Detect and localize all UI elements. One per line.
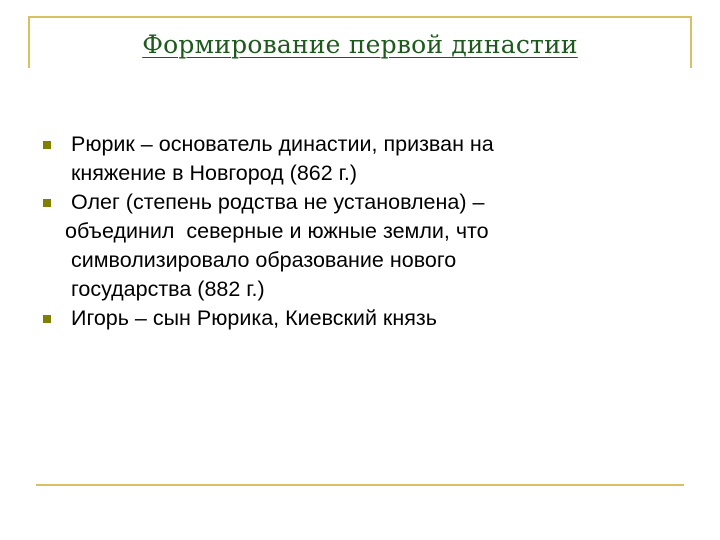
slide-title: Формирование первой династии [142, 30, 578, 59]
bullet-line: Рюрик – основатель династии, призван на [71, 132, 494, 156]
frame-bottom-line [36, 484, 684, 486]
bullet-line: княжение в Новгород (862 г.) [71, 161, 358, 185]
bullet-line: объединил северные и южные земли, что [65, 219, 489, 243]
bullet-line: Игорь – сын Рюрика, Киевский князь [71, 306, 437, 330]
bullet-item-rurik [40, 130, 660, 188]
bullet-line: символизировало образование нового [71, 248, 457, 272]
frame-top-line [28, 16, 692, 18]
bullet-item-igor [40, 304, 660, 333]
bullet-line: государства (882 г.) [71, 277, 265, 301]
square-bullet-icon [43, 315, 51, 323]
bullet-item-oleg [40, 188, 660, 304]
bullet-list [40, 130, 660, 333]
square-bullet-icon [43, 141, 51, 149]
square-bullet-icon [43, 199, 51, 207]
bullet-line: Олег (степень родства не установлена) – [71, 190, 485, 214]
